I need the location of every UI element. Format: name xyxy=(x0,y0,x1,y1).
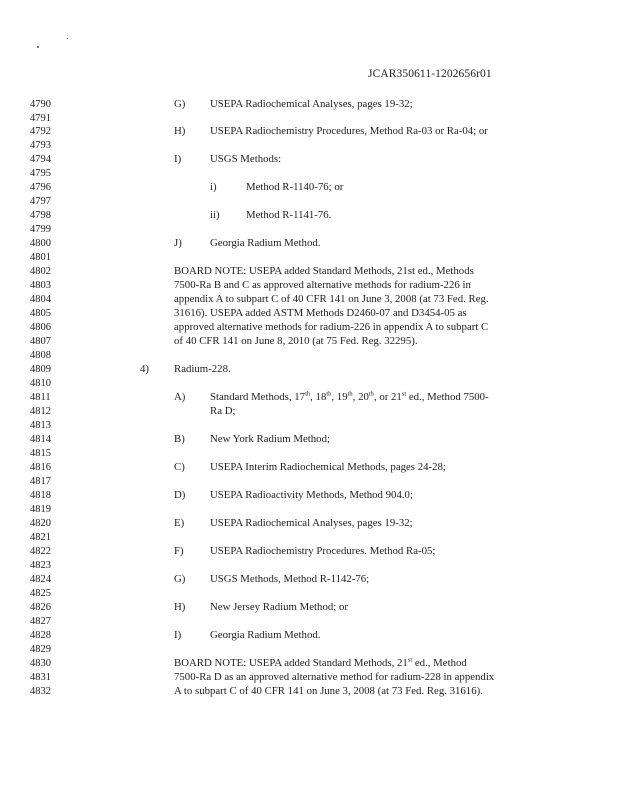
board-note-line: 7500-Ra D as an approved alternative method for radium-228 in appendix xyxy=(174,671,495,683)
list-item-text: USEPA Radiochemical Analyses, pages 19-32; xyxy=(210,517,413,529)
line-number: 4822 xyxy=(30,546,51,557)
list-item-text: USGS Methods: xyxy=(210,153,282,165)
list-label: J) xyxy=(174,237,182,249)
line-number: 4805 xyxy=(30,308,51,319)
scan-speck xyxy=(37,46,39,48)
scan-speck xyxy=(67,38,68,39)
line-number: 4828 xyxy=(30,630,51,641)
list-label: H) xyxy=(174,125,186,137)
line-number: 4800 xyxy=(30,238,51,249)
line-number: 4820 xyxy=(30,518,51,529)
list-item-text: Georgia Radium Method. xyxy=(210,237,321,249)
line-number: 4807 xyxy=(30,336,51,347)
line-number: 4826 xyxy=(30,602,51,613)
board-note-line: appendix A to subpart C of 40 CFR 141 on June 3, 2008 (at 73 Fed. Reg. xyxy=(174,293,489,305)
line-number: 4830 xyxy=(30,658,51,669)
line-number: 4814 xyxy=(30,434,51,445)
board-note-line: approved alternative methods for radium-226 in appendix A to subpart C xyxy=(174,321,489,333)
line-number: 4811 xyxy=(30,392,51,403)
line-number: 4809 xyxy=(30,364,51,375)
list-label: A) xyxy=(174,391,186,403)
list-label: I) xyxy=(174,153,182,165)
list-item-text: Standard Methods, 17th, 18th, 19th, 20th, or 21st ed., Method 7500- xyxy=(210,390,489,403)
board-note-line: BOARD NOTE: USEPA added Standard Methods, 21st ed., Method xyxy=(174,656,467,669)
line-number: 4798 xyxy=(30,210,51,221)
line-number: 4832 xyxy=(30,686,51,697)
line-number: 4796 xyxy=(30,182,51,193)
board-note-line: 31616). USEPA added ASTM Methods D2460-07 and D3454-05 as xyxy=(174,307,467,319)
line-number: 4818 xyxy=(30,490,51,501)
line-number: 4802 xyxy=(30,266,51,277)
list-label: F) xyxy=(174,545,184,557)
line-number: 4812 xyxy=(30,406,51,417)
line-number: 4799 xyxy=(30,224,51,235)
section-number: 4) xyxy=(140,363,149,375)
line-number: 4831 xyxy=(30,672,51,683)
document-id: JCAR350611-1202656r01 xyxy=(368,68,492,80)
list-label: E) xyxy=(174,517,185,529)
line-number: 4819 xyxy=(30,504,51,515)
line-number: 4792 xyxy=(30,126,51,137)
list-item-text: USEPA Radiochemical Analyses, pages 19-32; xyxy=(210,98,413,110)
list-item-text: USEPA Radiochemistry Procedures. Method Ra-05; xyxy=(210,545,436,557)
list-label: B) xyxy=(174,433,185,445)
sub-list-label: i) xyxy=(210,181,217,193)
sub-list-label: ii) xyxy=(210,209,220,221)
board-note-line: of 40 CFR 141 on June 8, 2010 (at 75 Fed. Reg. 32295). xyxy=(174,335,418,347)
list-item-text: Georgia Radium Method. xyxy=(210,629,321,641)
board-note-line: 7500-Ra B and C as approved alternative methods for radium-226 in xyxy=(174,279,471,291)
line-number: 4806 xyxy=(30,322,51,333)
line-number: 4815 xyxy=(30,448,51,459)
line-number: 4804 xyxy=(30,294,51,305)
line-number: 4825 xyxy=(30,588,51,599)
line-number: 4794 xyxy=(30,154,51,165)
line-number: 4791 xyxy=(30,113,51,124)
line-number: 4797 xyxy=(30,196,51,207)
list-label: I) xyxy=(174,629,182,641)
line-number: 4817 xyxy=(30,476,51,487)
list-item-text: USEPA Radioactivity Methods, Method 904.0; xyxy=(210,489,413,501)
list-item-text: New Jersey Radium Method; or xyxy=(210,601,348,613)
list-label: G) xyxy=(174,573,186,585)
sub-list-text: Method R-1140-76; or xyxy=(246,181,344,193)
line-number: 4827 xyxy=(30,616,51,627)
section-title: Radium-228. xyxy=(174,363,231,375)
list-item-text: New York Radium Method; xyxy=(210,433,330,445)
list-label: H) xyxy=(174,601,186,613)
board-note-line: BOARD NOTE: USEPA added Standard Methods, 21st ed., Methods xyxy=(174,265,474,277)
board-note-line: A to subpart C of 40 CFR 141 on June 3, 2008 (at 73 Fed. Reg. 31616). xyxy=(174,685,483,697)
line-number: 4821 xyxy=(30,532,51,543)
line-number: 4829 xyxy=(30,644,51,655)
list-item-text: Ra D; xyxy=(210,405,236,417)
line-number: 4824 xyxy=(30,574,51,585)
list-item-text: USEPA Interim Radiochemical Methods, pages 24-28; xyxy=(210,461,446,473)
list-item-text: USEPA Radiochemistry Procedures, Method Ra-03 or Ra-04; or xyxy=(210,125,488,137)
line-number: 4813 xyxy=(30,420,51,431)
sub-list-text: Method R-1141-76. xyxy=(246,209,332,221)
list-label: G) xyxy=(174,98,186,110)
line-number: 4810 xyxy=(30,378,51,389)
line-number: 4808 xyxy=(30,350,51,361)
line-number: 4793 xyxy=(30,140,51,151)
line-number: 4816 xyxy=(30,462,51,473)
list-item-text: USGS Methods, Method R-1142-76; xyxy=(210,573,370,585)
line-number: 4795 xyxy=(30,168,51,179)
list-label: D) xyxy=(174,489,186,501)
list-label: C) xyxy=(174,461,185,473)
line-number: 4823 xyxy=(30,560,51,571)
line-number: 4803 xyxy=(30,280,51,291)
line-number: 4801 xyxy=(30,252,51,263)
line-number: 4790 xyxy=(30,99,51,110)
